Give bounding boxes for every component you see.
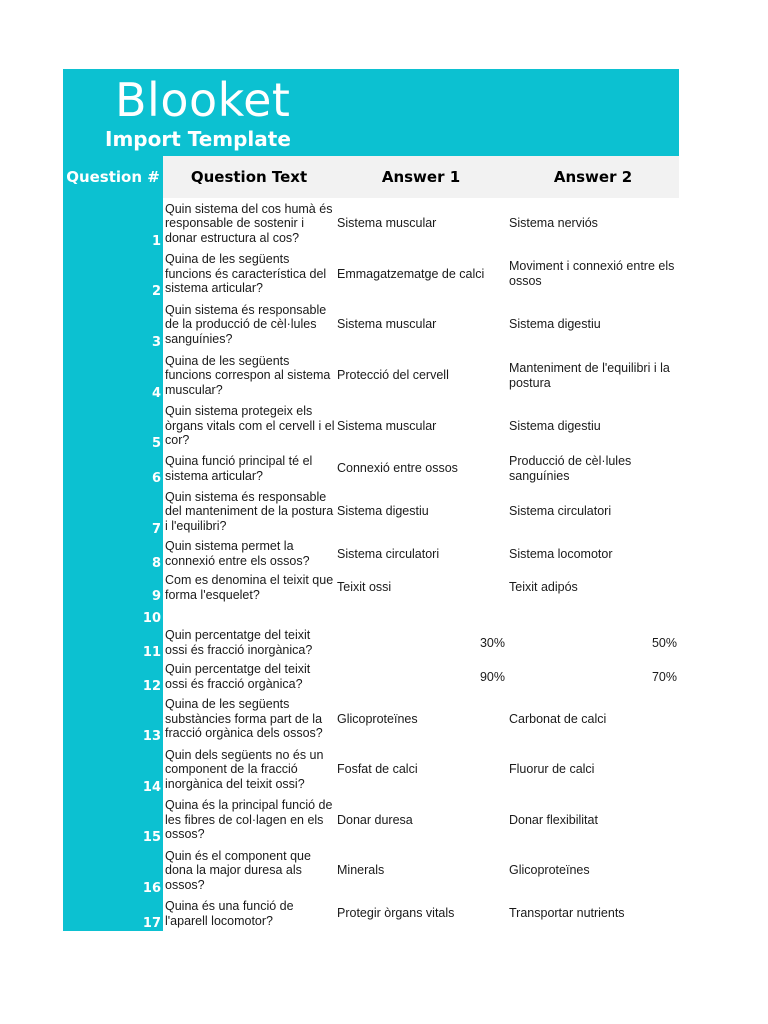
answer1-cell[interactable]: Emmagatzematge de calci <box>337 266 485 281</box>
answer1-cell[interactable]: 30% <box>479 635 505 650</box>
table-row[interactable] <box>63 486 679 537</box>
answer1-cell[interactable]: Protegir òrgans vitals <box>337 906 455 921</box>
table-row[interactable] <box>63 299 679 350</box>
question-rows <box>63 198 679 931</box>
answer1-cell[interactable]: Sistema muscular <box>337 216 437 231</box>
answer1-cell[interactable]: Fosfat de calci <box>337 762 418 777</box>
answer1-header: Answer 1 <box>381 168 461 186</box>
question-text-cell[interactable] <box>163 604 335 626</box>
answer1-cell[interactable]: 90% <box>479 669 505 684</box>
answer2-cell[interactable]: Teixit adipós <box>509 580 578 595</box>
table-row[interactable] <box>63 537 679 571</box>
column-header-row <box>63 156 679 198</box>
question-number: 3 <box>63 299 163 350</box>
answer2-cell[interactable]: Sistema circulatori <box>509 504 612 519</box>
question-number: 11 <box>63 626 163 660</box>
table-row[interactable] <box>63 350 679 401</box>
question-number: 13 <box>63 694 163 744</box>
question-number: 4 <box>63 350 163 401</box>
answer1-cell[interactable]: Sistema digestiu <box>337 504 429 519</box>
question-text-cell[interactable]: Quin dels següents no és un component de la fracció inorgànica del teixit ossi? <box>165 747 324 791</box>
question-text-cell[interactable]: Quina de les següents funcions correspon al sistema muscular? <box>165 353 331 397</box>
table-row[interactable] <box>63 401 679 451</box>
answer2-header: Answer 2 <box>553 168 633 186</box>
question-number-header: Question # <box>63 156 163 198</box>
question-number: 5 <box>63 401 163 451</box>
answer2-cell[interactable]: Sistema locomotor <box>509 546 613 561</box>
question-number: 6 <box>63 451 163 486</box>
question-number: 2 <box>63 249 163 299</box>
answer2-cell[interactable]: Donar flexibilitat <box>509 812 598 827</box>
question-number: 7 <box>63 486 163 537</box>
table-row[interactable] <box>63 198 679 249</box>
question-text-cell[interactable]: Quina és la principal funció de les fibres de col·lagen en els ossos? <box>165 798 333 842</box>
answer2-cell[interactable] <box>507 604 679 626</box>
question-number: 1 <box>63 198 163 249</box>
answer1-cell[interactable]: Teixit ossi <box>337 580 392 595</box>
table-row[interactable] <box>63 660 679 694</box>
question-text-cell[interactable]: Quin sistema del cos humà és responsable de sostenir i donar estructura al cos? <box>165 201 333 245</box>
question-text-cell[interactable]: Quina és una funció de l'aparell locomotor? <box>165 898 294 928</box>
question-number: 15 <box>63 795 163 845</box>
table-row[interactable] <box>63 795 679 845</box>
table-row[interactable] <box>63 451 679 486</box>
question-text-cell[interactable]: Quin sistema és responsable del manteniment de la postura i l'equilibri? <box>165 489 334 533</box>
question-number: 10 <box>63 604 163 626</box>
question-number: 14 <box>63 744 163 795</box>
question-text-cell[interactable]: Quin és el component que dona la major duresa als ossos? <box>165 848 311 892</box>
header-banner <box>63 69 679 156</box>
question-text-cell[interactable]: Quina de les següents funcions és característica del sistema articular? <box>165 252 327 296</box>
answer1-cell[interactable]: Sistema muscular <box>337 317 437 332</box>
question-text-header: Question Text <box>190 168 308 186</box>
table-row[interactable] <box>63 896 679 931</box>
question-text-cell[interactable]: Quin sistema permet la connexió entre els ossos? <box>165 539 310 568</box>
column-header-labels <box>163 156 679 198</box>
answer2-cell[interactable]: Moviment i connexió entre els ossos <box>509 259 675 288</box>
question-number: 9 <box>63 571 163 604</box>
table-row[interactable] <box>63 249 679 299</box>
answer2-cell[interactable]: Transportar nutrients <box>509 906 625 921</box>
question-text-cell[interactable]: Quin sistema protegeix els òrgans vitals com el cervell i el cor? <box>165 404 335 448</box>
answer2-cell[interactable]: Sistema nerviós <box>509 216 598 231</box>
question-number: 16 <box>63 845 163 896</box>
answer2-cell[interactable]: Manteniment de l'equilibri i la postura <box>509 360 670 390</box>
table-row[interactable] <box>63 604 679 626</box>
table-row[interactable] <box>63 571 679 604</box>
question-text-cell[interactable]: Quina funció principal té el sistema articular? <box>165 453 313 483</box>
answer2-cell[interactable]: Sistema digestiu <box>509 317 601 332</box>
question-text-cell[interactable]: Quina de les següents substàncies forma part de la fracció orgànica dels ossos? <box>165 697 323 741</box>
table-row[interactable] <box>63 744 679 795</box>
question-text-cell[interactable]: Quin sistema és responsable de la producció de cèl·lules sanguínies? <box>165 302 327 346</box>
answer2-cell[interactable]: 70% <box>651 669 677 684</box>
question-number: 8 <box>63 537 163 571</box>
import-template-sheet <box>63 69 679 931</box>
answer1-cell[interactable] <box>335 604 507 626</box>
answer1-cell[interactable]: Glicoproteïnes <box>337 711 418 726</box>
answer2-cell[interactable]: Producció de cèl·lules sanguínies <box>509 453 632 483</box>
question-text-cell[interactable]: Com es denomina el teixit que forma l'esquelet? <box>165 572 334 602</box>
template-subtitle: Import Template <box>105 127 291 151</box>
answer1-cell[interactable]: Donar duresa <box>337 812 413 827</box>
answer2-cell[interactable]: Fluorur de calci <box>509 762 595 777</box>
answer2-cell[interactable]: Carbonat de calci <box>509 711 607 726</box>
answer2-cell[interactable]: Glicoproteïnes <box>509 863 590 878</box>
brand-logo-text: Blooket <box>115 73 291 127</box>
table-row[interactable] <box>63 694 679 744</box>
question-number: 17 <box>63 896 163 931</box>
answer2-cell[interactable]: 50% <box>651 635 677 650</box>
answer1-cell[interactable]: Sistema circulatori <box>337 546 440 561</box>
answer1-cell[interactable]: Minerals <box>337 863 385 878</box>
answer2-cell[interactable]: Sistema digestiu <box>509 418 601 433</box>
answer1-cell[interactable]: Connexió entre ossos <box>337 461 458 476</box>
table-row[interactable] <box>63 626 679 660</box>
question-text-cell[interactable]: Quin percentatge del teixit ossi és fracció orgànica? <box>165 662 311 691</box>
question-number: 12 <box>63 660 163 694</box>
answer1-cell[interactable]: Protecció del cervell <box>337 368 449 383</box>
table-row[interactable] <box>63 845 679 896</box>
question-text-cell[interactable]: Quin percentatge del teixit ossi és fracció inorgànica? <box>165 628 313 657</box>
answer1-cell[interactable]: Sistema muscular <box>337 418 437 433</box>
